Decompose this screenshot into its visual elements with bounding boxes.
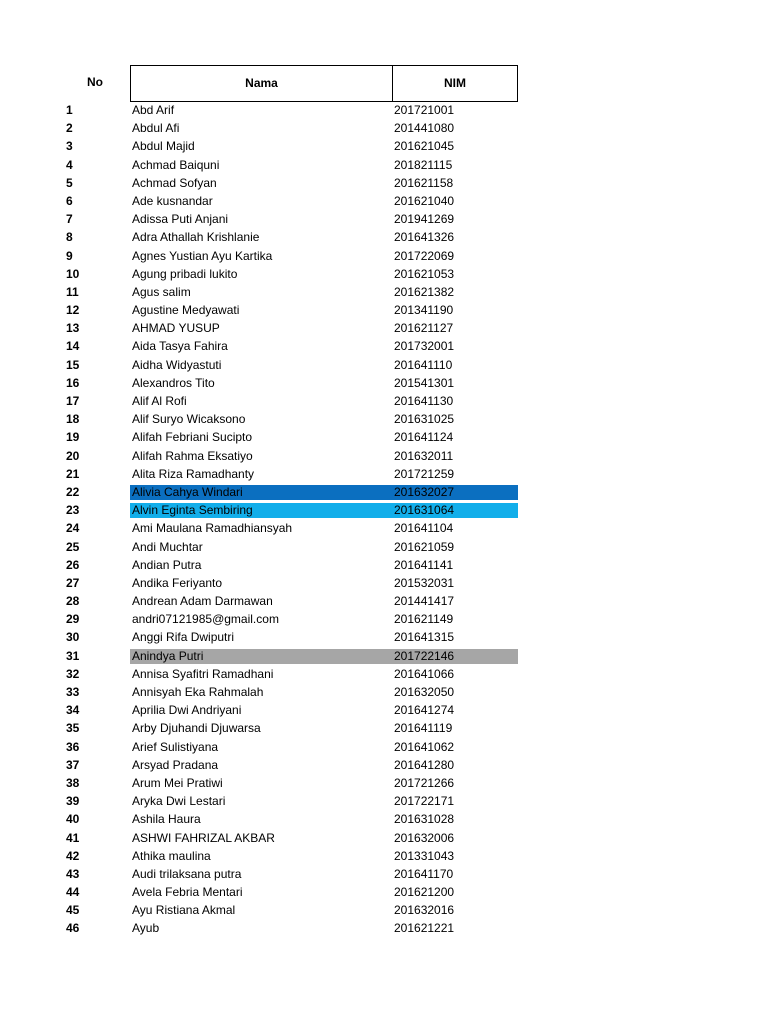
table-row	[60, 847, 518, 865]
table-row	[60, 865, 518, 883]
cell-no: 17	[66, 394, 80, 408]
table-row	[60, 283, 518, 301]
cell-nama: Ade kusnandar	[132, 193, 213, 208]
cell-no: 16	[66, 375, 80, 390]
cell-nim: 201631064	[394, 503, 455, 518]
cell-no: 21	[66, 466, 80, 481]
cell-nim: 201641315	[394, 630, 455, 645]
cell-nama: Ayu Ristiana Akmal	[132, 903, 236, 918]
cell-no: 2	[66, 121, 73, 136]
cell-nama: Agung pribadi lukito	[132, 266, 238, 281]
cell-nim: 201632011	[394, 448, 454, 463]
cell-nim: 201621059	[394, 539, 455, 554]
cell-nama: Ayub	[132, 921, 160, 936]
cell-nim: 201621158	[394, 175, 454, 190]
cell-no: 29	[66, 612, 80, 627]
cell-nama: Arief Sulistiyana	[132, 739, 219, 754]
cell-nama: Andian Putra	[132, 557, 202, 572]
table-row	[60, 792, 518, 810]
cell-nim: 201441417	[394, 594, 455, 609]
cell-nim: 201621200	[394, 885, 455, 900]
table-row	[60, 265, 518, 283]
cell-no: 39	[66, 794, 80, 809]
cell-nim: 201441080	[394, 121, 455, 136]
table-row	[60, 447, 518, 465]
cell-nim: 201641326	[394, 230, 455, 245]
cell-nama: Abd Arif	[132, 103, 175, 117]
cell-no: 12	[66, 303, 80, 318]
cell-no: 10	[66, 266, 80, 281]
table-row	[60, 919, 518, 937]
table-row	[60, 228, 518, 246]
cell-nama: Achmad Baiquni	[132, 157, 220, 172]
cell-no: 24	[66, 521, 80, 536]
cell-no: 6	[66, 193, 73, 208]
cell-nim: 201721001	[394, 103, 455, 117]
cell-nama: Audi trilaksana putra	[132, 866, 242, 881]
table-row	[60, 810, 518, 828]
cell-no: 45	[66, 903, 80, 918]
cell-nama: Andrean Adam Darmawan	[132, 594, 273, 609]
cell-no: 36	[66, 739, 80, 754]
cell-nim: 201732001	[394, 339, 455, 354]
cell-nim: 201641130	[394, 394, 454, 408]
cell-no: 40	[66, 812, 80, 827]
cell-no: 15	[66, 357, 80, 372]
header-nim: NIM	[444, 76, 466, 90]
table-row	[60, 538, 518, 556]
cell-no: 30	[66, 630, 80, 645]
table-row	[60, 556, 518, 574]
cell-no: 42	[66, 848, 80, 863]
cell-nim: 201331043	[394, 848, 455, 863]
cell-nim: 201621040	[394, 193, 455, 208]
cell-nim: 201722146	[394, 648, 455, 663]
cell-no: 5	[66, 175, 73, 190]
cell-nama: Anindya Putri	[132, 648, 204, 663]
cell-nim: 201621149	[394, 612, 454, 627]
table-row	[60, 247, 518, 265]
cell-no: 28	[66, 594, 80, 609]
cell-no: 37	[66, 757, 80, 772]
cell-no: 35	[66, 721, 80, 736]
cell-nama: Arum Mei Pratiwi	[132, 775, 223, 790]
table-header	[60, 65, 518, 102]
cell-no: 32	[66, 666, 80, 681]
cell-nim: 201641062	[394, 739, 455, 754]
table-row	[60, 519, 518, 537]
cell-nama: Alexandros Tito	[132, 375, 215, 390]
cell-nim: 201621221	[394, 921, 455, 936]
header-no: No	[87, 75, 103, 89]
cell-nama: Aprilia Dwi Andriyani	[132, 703, 242, 718]
cell-no: 44	[66, 885, 80, 900]
table-row	[60, 774, 518, 792]
cell-no: 7	[66, 212, 73, 227]
cell-nim: 201631028	[394, 812, 455, 827]
cell-nama: Alif Al Rofi	[132, 394, 187, 408]
table-row	[60, 137, 518, 155]
table-row	[60, 174, 518, 192]
cell-nama: Avela Febria Mentari	[132, 885, 243, 900]
table-row	[60, 756, 518, 774]
cell-nama: Arby Djuhandi Djuwarsa	[132, 721, 261, 736]
cell-nim: 201621045	[394, 139, 455, 154]
cell-nim: 201532031	[394, 575, 455, 590]
table-row	[60, 738, 518, 756]
table-row	[60, 428, 518, 446]
table-row	[60, 574, 518, 592]
table-row	[60, 628, 518, 646]
table-row	[60, 319, 518, 337]
cell-nama: Agnes Yustian Ayu Kartika	[132, 248, 273, 263]
cell-nama: andri07121985@gmail.com	[132, 612, 279, 627]
table-row	[60, 829, 518, 847]
cell-nama: Athika maulina	[132, 848, 211, 863]
cell-nama: Aida Tasya Fahira	[132, 339, 228, 354]
cell-nama: Andika Feriyanto	[132, 575, 223, 590]
cell-no: 14	[66, 339, 80, 354]
cell-no: 43	[66, 866, 80, 881]
cell-nama: Andi Muchtar	[132, 539, 203, 554]
cell-no: 33	[66, 685, 80, 699]
cell-nim: 201641141	[394, 557, 454, 572]
cell-nim: 201621382	[394, 284, 455, 299]
cell-nim: 201631025	[394, 412, 455, 427]
table-row	[60, 647, 518, 665]
table-row	[60, 665, 518, 683]
cell-no: 13	[66, 321, 80, 336]
cell-nim: 201621127	[394, 321, 454, 336]
table-row	[60, 156, 518, 174]
cell-nama: Annisyah Eka Rahmalah	[132, 685, 264, 699]
cell-nim: 201632050	[394, 685, 455, 699]
cell-nama: Aryka Dwi Lestari	[132, 794, 226, 809]
cell-nim: 201641124	[394, 430, 454, 445]
cell-nama: Arsyad Pradana	[132, 757, 219, 772]
cell-no: 41	[66, 830, 80, 845]
cell-nama: Alifah Rahma Eksatiyo	[132, 448, 253, 463]
cell-nama: Abdul Afi	[132, 121, 180, 136]
cell-no: 4	[66, 157, 73, 172]
table-row	[60, 592, 518, 610]
table-row	[60, 719, 518, 737]
table-row	[60, 374, 518, 392]
cell-nim: 201632006	[394, 830, 455, 845]
cell-nama: Agustine Medyawati	[132, 303, 240, 318]
cell-nim: 201341190	[394, 303, 454, 318]
header-nama: Nama	[131, 66, 393, 101]
table-row	[60, 301, 518, 319]
table-row	[60, 337, 518, 355]
cell-nama: Alita Riza Ramadhanty	[132, 466, 255, 481]
cell-nama: Annisa Syafitri Ramadhani	[132, 666, 274, 681]
cell-nim: 201641119	[394, 721, 453, 736]
cell-no: 9	[66, 248, 73, 263]
cell-nim: 201632016	[394, 903, 455, 918]
cell-nama: Alivia Cahya Windari	[132, 484, 243, 499]
cell-nim: 201821115	[394, 157, 453, 172]
cell-no: 3	[66, 139, 73, 154]
cell-nim: 201621053	[394, 266, 455, 281]
cell-nim: 201632027	[394, 484, 455, 499]
cell-nim: 201941269	[394, 212, 455, 227]
cell-no: 31	[66, 648, 80, 663]
table-row	[60, 192, 518, 210]
cell-no: 34	[66, 703, 80, 718]
table-row	[60, 210, 518, 228]
cell-nim: 201722171	[394, 794, 455, 809]
cell-no: 18	[66, 412, 80, 427]
cell-nim: 201641110	[394, 357, 453, 372]
cell-no: 22	[66, 484, 80, 499]
cell-nama: Adra Athallah Krishlanie	[132, 230, 260, 245]
cell-no: 23	[66, 503, 80, 518]
cell-nama: AHMAD YUSUP	[132, 321, 220, 336]
cell-nama: Adissa Puti Anjani	[132, 212, 229, 227]
cell-nim: 201721266	[394, 775, 455, 790]
table-row	[60, 410, 518, 428]
table-row	[60, 701, 518, 719]
cell-nim: 201641170	[394, 866, 454, 881]
cell-no: 26	[66, 557, 80, 572]
header-box	[130, 65, 518, 102]
table-row	[60, 610, 518, 628]
cell-nama: Alifah Febriani Sucipto	[132, 430, 253, 445]
cell-nama: Ami Maulana Ramadhiansyah	[132, 521, 293, 536]
cell-nama: Ashila Haura	[132, 812, 201, 827]
cell-no: 38	[66, 775, 80, 790]
cell-nim: 201641280	[394, 757, 455, 772]
cell-nim: 201641066	[394, 666, 455, 681]
table-row	[60, 101, 518, 119]
cell-nama: Anggi Rifa Dwiputri	[132, 630, 235, 645]
cell-no: 1	[66, 103, 73, 117]
cell-no: 19	[66, 430, 80, 445]
cell-no: 25	[66, 539, 80, 554]
cell-nama: Agus salim	[132, 284, 191, 299]
cell-nama: Aidha Widyastuti	[132, 357, 222, 372]
table-row	[60, 119, 518, 137]
cell-no: 20	[66, 448, 80, 463]
cell-nim: 201641274	[394, 703, 455, 718]
cell-no: 27	[66, 575, 80, 590]
cell-nim: 201641104	[394, 521, 454, 536]
student-table	[60, 101, 518, 938]
cell-no: 46	[66, 921, 80, 936]
cell-nama: Alvin Eginta Sembiring	[132, 503, 253, 518]
table-row	[60, 392, 518, 410]
cell-nama: Achmad Sofyan	[132, 175, 217, 190]
cell-no: 11	[66, 284, 79, 299]
cell-nim: 201541301	[394, 375, 455, 390]
table-row	[60, 883, 518, 901]
table-row	[60, 683, 518, 701]
cell-nama: Alif Suryo Wicaksono	[132, 412, 246, 427]
cell-nama: Abdul Majid	[132, 139, 195, 154]
table-row	[60, 356, 518, 374]
table-row	[60, 501, 518, 519]
cell-no: 8	[66, 230, 73, 245]
table-row	[60, 901, 518, 919]
cell-nim: 201722069	[394, 248, 455, 263]
table-row	[60, 465, 518, 483]
cell-nim: 201721259	[394, 466, 455, 481]
table-row	[60, 483, 518, 501]
cell-nama: ASHWI FAHRIZAL AKBAR	[132, 830, 275, 845]
